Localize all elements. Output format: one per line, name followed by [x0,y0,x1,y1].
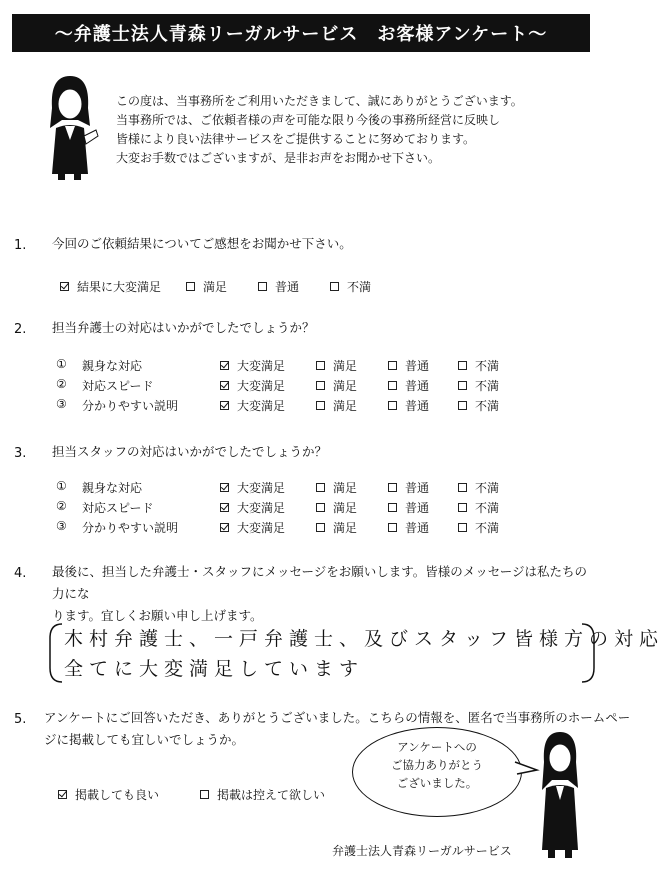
option-label: 大変満足 [237,521,286,535]
option-label: 満足 [333,521,358,535]
rating-option[interactable] [220,499,285,516]
option-label: 大変満足 [237,399,286,413]
option-label: 普通 [405,481,430,495]
checkbox[interactable] [220,381,229,390]
option-label: 普通 [405,521,430,535]
checkbox[interactable] [458,523,467,532]
rating-option[interactable] [220,479,285,496]
checkbox[interactable] [220,523,229,532]
checkbox[interactable] [316,503,325,512]
rating-option[interactable] [458,377,499,394]
rating-option[interactable] [316,519,357,536]
option-label: 不満 [475,359,500,373]
checkbox[interactable] [458,483,467,492]
option-decline-publish[interactable] [200,786,325,803]
intro-line: 大変お手数ではございますが、是非お声をお聞かせ下さい。 [116,151,441,165]
checkbox[interactable] [458,401,467,410]
rating-row [56,519,576,539]
option-normal[interactable] [258,278,299,295]
rating-option[interactable] [388,397,429,414]
item-number: ① [56,357,67,371]
checkbox[interactable] [316,401,325,410]
option-result-very-satisfied[interactable] [60,278,161,295]
checkbox[interactable] [200,790,209,799]
question-number: 4. [14,566,27,581]
staff-illustration-icon [528,728,594,864]
checkbox[interactable] [330,282,339,291]
question-text: 担当スタッフの対応はいかがでしたでしょうか？ [52,444,328,459]
option-label: 不満 [475,379,500,393]
rating-option[interactable] [458,357,499,374]
question-line: ります。宜しくお願い申し上げます。 [52,608,263,623]
question-number: 2. [14,322,27,337]
checkbox[interactable] [258,282,267,291]
option-label: 普通 [275,280,300,294]
option-allow-publish[interactable] [58,786,159,803]
checkbox[interactable] [186,282,195,291]
option-label: 不満 [475,521,500,535]
rating-option[interactable] [220,397,285,414]
option-label: 普通 [405,379,430,393]
checkbox[interactable] [220,401,229,410]
checkbox[interactable] [220,503,229,512]
checkbox[interactable] [58,790,67,799]
option-label: 普通 [405,399,430,413]
rating-option[interactable] [388,377,429,394]
rating-option[interactable] [388,519,429,536]
item-label: 親身な対応 [82,481,143,495]
rating-option[interactable] [388,499,429,516]
intro-text [116,92,586,168]
lawyer-illustration-icon [32,70,104,182]
intro-line: 当事務所では、ご依頼者様の声を可能な限り今後の事務所経営に反映し [116,113,501,127]
rating-row [56,357,576,377]
option-label: 不満 [475,399,500,413]
option-label: 不満 [475,481,500,495]
option-label: 満足 [333,379,358,393]
answer-line[interactable]: 全てに大変満足しています [64,658,365,680]
rating-option[interactable] [220,519,285,536]
question-line: アンケートにご回答いただき、ありがとうございました。こちらの情報を、匿名で当事務所のホームペー [44,710,631,725]
bubble-line: アンケートへの [397,740,477,754]
option-label: 満足 [333,481,358,495]
rating-option[interactable] [220,357,285,374]
question-number: 3. [14,446,27,461]
option-dissatisfied[interactable] [330,278,371,295]
rating-option[interactable] [458,479,499,496]
checkbox[interactable] [220,483,229,492]
checkbox[interactable] [388,483,397,492]
checkbox[interactable] [220,361,229,370]
option-label: 大変満足 [237,359,286,373]
rating-option[interactable] [316,377,357,394]
option-label: 満足 [333,399,358,413]
checkbox[interactable] [388,361,397,370]
item-number: ② [56,377,67,391]
q5-options [58,786,358,806]
item-label: 分かりやすい説明 [82,521,179,535]
intro-line: 皆様により良い法律サービスをご提供することに努めております。 [116,132,476,146]
rating-row [56,397,576,417]
checkbox[interactable] [316,361,325,370]
question-line: ジに掲載しても宜しいでしょうか。 [44,732,245,747]
option-label: 不満 [475,501,500,515]
rating-row [56,377,576,397]
item-number: ① [56,479,67,493]
checkbox[interactable] [388,381,397,390]
answer-line[interactable]: 木村弁護士、一戸弁護士、及びスタッフ皆様方の対応 [64,628,664,650]
checkbox[interactable] [316,523,325,532]
option-label: 掲載しても良い [75,788,160,802]
question-text [52,561,598,627]
checkbox[interactable] [316,483,325,492]
bubble-line: ご協力ありがとう [391,758,483,772]
item-label: 親身な対応 [82,359,143,373]
item-label: 分かりやすい説明 [82,399,179,413]
rating-option[interactable] [316,479,357,496]
option-label: 満足 [333,359,358,373]
rating-row [56,499,576,519]
question-number: 5. [14,712,27,727]
thank-you-bubble [352,727,522,817]
rating-option[interactable] [316,397,357,414]
item-number: ③ [56,519,67,533]
item-number: ② [56,499,67,513]
intro-line: この度は、当事務所をご利用いただきまして、誠にありがとうございます。 [116,94,523,108]
checkbox[interactable] [458,503,467,512]
rating-option[interactable] [458,397,499,414]
checkbox[interactable] [60,282,69,291]
option-label: 不満 [347,280,372,294]
option-label: 大変満足 [237,481,286,495]
option-label: 掲載は控えて欲しい [217,788,326,802]
option-label: 普通 [405,501,430,515]
rating-option[interactable] [458,519,499,536]
rating-option[interactable] [220,377,285,394]
option-satisfied[interactable] [186,278,227,295]
question-text: 担当弁護士の対応はいかがでしたでしょうか？ [52,320,315,335]
bubble-line: ございました。 [396,776,478,790]
option-label: 大変満足 [237,501,286,515]
q1-options [60,278,460,298]
checkbox[interactable] [458,381,467,390]
rating-option[interactable] [458,499,499,516]
checkbox[interactable] [388,401,397,410]
option-label: 満足 [203,280,228,294]
item-label: 対応スピード [82,501,154,515]
option-label: 結果に大変満足 [77,280,162,294]
question-number: 1. [14,238,27,253]
question-text: 今回のご依頼結果についてご感想をお聞かせ下さい。 [52,236,352,251]
firm-name: 弁護士法人青森リーガルサービス [332,844,512,858]
rating-option[interactable] [388,479,429,496]
rating-row [56,479,576,499]
question-line: 最後に、担当した弁護士・スタッフにメッセージをお願いします。皆様のメッセージは私たちの力にな [52,564,588,601]
item-label: 対応スピード [82,379,154,393]
option-label: 大変満足 [237,379,286,393]
rating-option[interactable] [316,499,357,516]
checkbox[interactable] [388,503,397,512]
checkbox[interactable] [458,361,467,370]
checkbox[interactable] [388,523,397,532]
checkbox[interactable] [316,381,325,390]
page-title: 〜弁護士法人青森リーガルサービス お客様アンケート〜 [12,14,590,52]
option-label: 満足 [333,501,358,515]
rating-option[interactable] [388,357,429,374]
rating-option[interactable] [316,357,357,374]
item-number: ③ [56,397,67,411]
option-label: 普通 [405,359,430,373]
